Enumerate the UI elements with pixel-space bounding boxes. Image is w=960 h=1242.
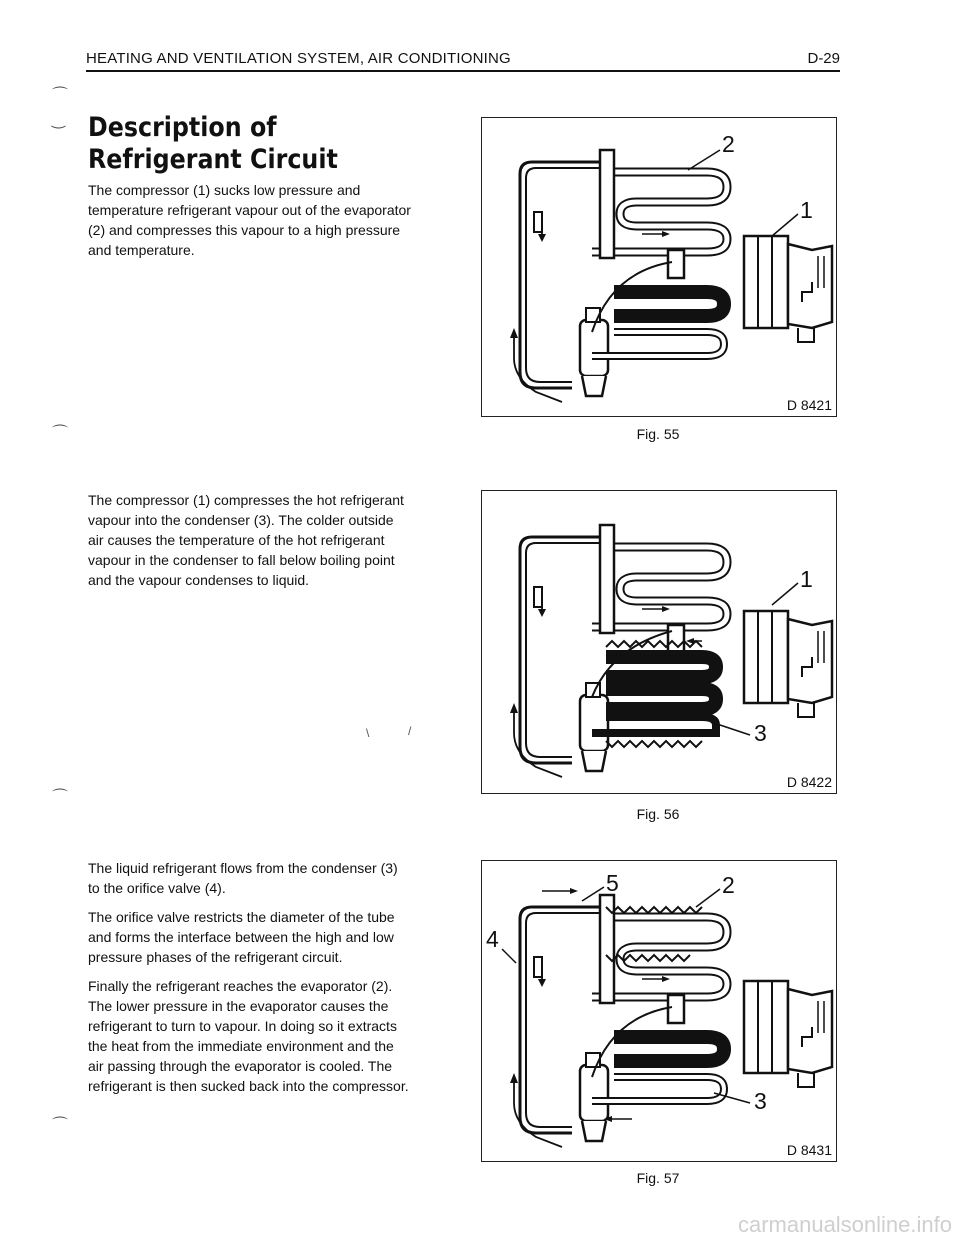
figure-code: D 8422 [786,774,832,790]
figure-caption: Fig. 55 [636,426,680,442]
callout-1: 1 [800,197,813,223]
margin-mark: ‿ [52,112,65,129]
paragraph: The compressor (1) sucks low pressure and temperature refrigerant vapour out of the evaporator (2) and compresses this vapour to a high pressure and temperature. [88,182,411,258]
callout-2: 2 [722,872,735,898]
figure-55 [481,117,837,417]
text-section-3 [88,858,413,1105]
callout-1: 1 [800,566,813,592]
paragraph: Finally the refrigerant reaches the evaporator (2). The lower pressure in the evaporator causes the refrigerant to turn to vapour. In doing so it extracts the heat from the immediate environment and the air passing through the evaporator is cooled. The refrigerant is then sucked back into the compressor. [88,978,409,1094]
paragraph: The liquid refrigerant flows from the condenser (3) to the orifice valve (4). [88,860,398,896]
document-title: Description of Refrigerant Circuit [88,112,338,175]
margin-mark: ⌒ [52,425,69,442]
figure-code: D 8421 [786,397,832,413]
callout-3: 3 [754,1088,767,1114]
page-header [86,48,840,72]
figure-57 [481,860,837,1162]
callout-3: 3 [754,720,767,746]
refrigerant-circuit-diagram [482,118,836,416]
callout-4: 4 [486,926,499,952]
callout-2: 2 [722,131,735,157]
text-section-1 [88,180,413,269]
figure-code: D 8431 [786,1142,832,1158]
stray-mark: / [408,724,412,738]
stray-mark: \ [366,726,370,740]
header-page-number: D-29 [807,50,840,67]
margin-mark: ⌒ [52,1117,69,1134]
figure-caption: Fig. 57 [636,1170,680,1186]
callout-5: 5 [606,870,619,896]
figure-caption: Fig. 56 [636,806,680,822]
watermark: carmanualsonline.info [737,1212,952,1237]
refrigerant-circuit-diagram [482,861,836,1161]
margin-mark: ⌒ [52,87,69,104]
header-title: HEATING AND VENTILATION SYSTEM, AIR CONDITIONING [86,50,511,67]
figure-56 [481,490,837,794]
paragraph: The compressor (1) compresses the hot refrigerant vapour into the condenser (3). The colder outside air causes the temperature of the hot refrigerant vapour in the condenser to fall below boiling point and the vapour condenses to liquid. [88,492,404,588]
paragraph: The orifice valve restricts the diameter of the tube and forms the interface between the high and low pressure phases of the refrigerant circuit. [88,909,395,965]
margin-mark: ⌒ [52,789,69,806]
text-section-2 [88,490,413,599]
refrigerant-circuit-diagram [482,491,836,793]
